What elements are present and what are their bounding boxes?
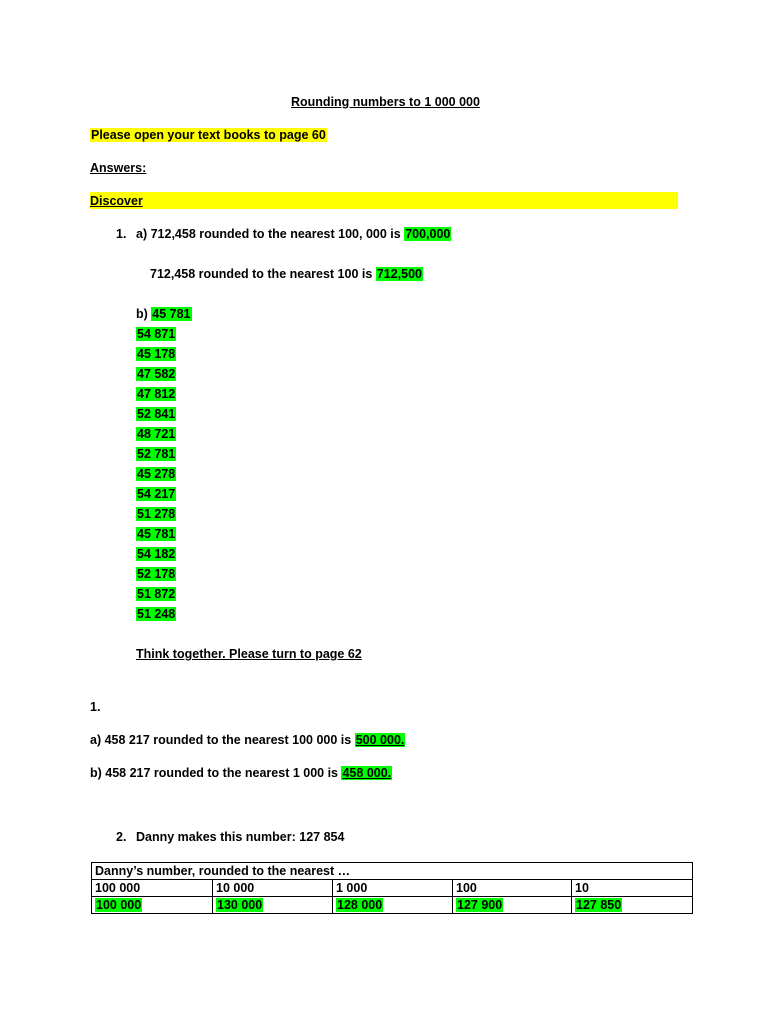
tt-q1-b-text: b) 458 217 rounded to the nearest 1 000 is bbox=[90, 766, 342, 780]
tt-q1-number: 1. bbox=[90, 700, 101, 714]
q1-b-list-row bbox=[136, 446, 176, 462]
q1-a2-text: 712,458 rounded to the nearest 100 is bbox=[150, 267, 376, 281]
q1-b-list-row bbox=[136, 526, 176, 542]
tt-q1-b-answer: 458 000. bbox=[342, 766, 392, 780]
table-column-label: 10 000 bbox=[213, 880, 333, 897]
q1-b-list-row bbox=[136, 466, 176, 482]
table-cell bbox=[572, 897, 693, 914]
q1-b-list-row bbox=[136, 426, 176, 442]
q1-b-item: 51 248 bbox=[137, 607, 176, 621]
q1-b-line bbox=[136, 306, 192, 322]
q1-a2-answer: 712,500 bbox=[376, 267, 422, 281]
table-cell bbox=[453, 897, 572, 914]
q1-number: 1. bbox=[116, 227, 127, 241]
discover-label: Discover bbox=[90, 194, 143, 208]
q1-b-item: 48 721 bbox=[137, 427, 176, 441]
table-value: 130 000 bbox=[217, 898, 263, 912]
q1-b-item: 45 278 bbox=[137, 467, 176, 481]
table-column-label: 1 000 bbox=[333, 880, 453, 897]
tt-q1-b-line bbox=[90, 765, 392, 781]
q1-b-item: 51 278 bbox=[137, 507, 176, 521]
table-column-label: 100 bbox=[453, 880, 572, 897]
table-value: 127 900 bbox=[457, 898, 503, 912]
q1-b-item: 45 781 bbox=[152, 307, 191, 321]
q1-b-list-row bbox=[136, 326, 176, 342]
answers-label: Answers: bbox=[90, 161, 147, 175]
q1-a2-line bbox=[150, 266, 423, 282]
table-value: 128 000 bbox=[337, 898, 383, 912]
instruction-line bbox=[90, 127, 327, 143]
q1-b-list-row bbox=[136, 586, 176, 602]
q1-b-list-row bbox=[136, 566, 176, 582]
tt-q2-number: 2. bbox=[116, 830, 127, 844]
q1-b-list-row bbox=[136, 606, 176, 622]
tt-q1-a-text: a) 458 217 rounded to the nearest 100 000 is bbox=[90, 733, 355, 747]
q1-b-list-row bbox=[136, 546, 176, 562]
q1-b-list-row bbox=[136, 366, 176, 382]
instruction-text: Please open your text books to page 60 bbox=[91, 128, 326, 142]
think-together-heading: Think together. Please turn to page 62 bbox=[136, 647, 362, 661]
q1-a-answer: 700,000 bbox=[405, 227, 451, 241]
q1-b-label: b) bbox=[136, 307, 152, 321]
table-column-label: 100 000 bbox=[92, 880, 213, 897]
q1-b-item: 45 781 bbox=[137, 527, 176, 541]
tt-q1-a-answer: 500 000. bbox=[355, 733, 405, 747]
table-header-cell: Danny’s number, rounded to the nearest … bbox=[92, 863, 693, 880]
q1-b-list-row bbox=[136, 386, 176, 402]
q1-b-list-row bbox=[136, 406, 176, 422]
discover-highlight-bar bbox=[90, 192, 678, 209]
q1-b-item: 54 217 bbox=[137, 487, 176, 501]
q1-b-item: 51 872 bbox=[137, 587, 176, 601]
q1-b-item: 54 871 bbox=[137, 327, 176, 341]
table-value: 127 850 bbox=[576, 898, 622, 912]
q1-a-text: a) 712,458 rounded to the nearest 100, 000 is bbox=[136, 227, 405, 241]
q1-b-list-row bbox=[136, 486, 176, 502]
q1-b-item: 52 178 bbox=[137, 567, 176, 581]
table-cell bbox=[92, 897, 213, 914]
table-row bbox=[92, 880, 693, 897]
page-title: Rounding numbers to 1 000 000 bbox=[291, 95, 480, 109]
q1-b-list-row bbox=[136, 506, 176, 522]
tt-q2-text: Danny makes this number: 127 854 bbox=[136, 830, 345, 844]
table-cell bbox=[333, 897, 453, 914]
q1-b-item: 45 178 bbox=[137, 347, 176, 361]
q1-b-item: 54 182 bbox=[137, 547, 176, 561]
q1-b-item: 52 841 bbox=[137, 407, 176, 421]
tt-q1-a-line bbox=[90, 732, 405, 748]
q1-a-line bbox=[136, 226, 451, 242]
table-column-label: 10 bbox=[572, 880, 693, 897]
q1-b-item: 52 781 bbox=[137, 447, 176, 461]
rounding-table bbox=[91, 862, 693, 914]
q1-b-list-row bbox=[136, 346, 176, 362]
table-value: 100 000 bbox=[96, 898, 142, 912]
table-row bbox=[92, 897, 693, 914]
q1-b-item: 47 582 bbox=[137, 367, 176, 381]
q1-b-item: 47 812 bbox=[137, 387, 176, 401]
table-cell bbox=[213, 897, 333, 914]
table-header-row bbox=[92, 863, 693, 880]
